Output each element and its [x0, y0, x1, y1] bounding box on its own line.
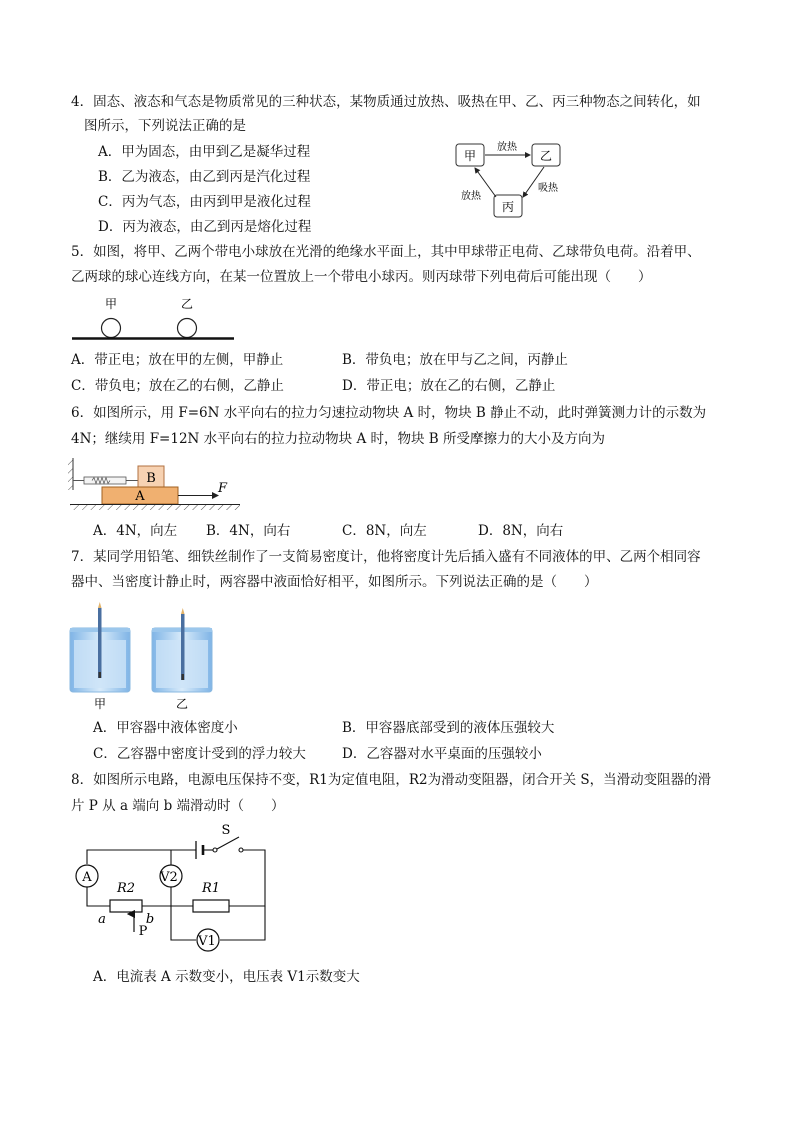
ball-yi	[178, 319, 197, 338]
container-jia-label: 甲	[93, 697, 107, 711]
q8-stem-line2: 片 P 从 a 端向 b 端滑动时（ ）	[71, 798, 285, 814]
q4-stem-line1: 4．固态、液态和气态是物质常见的三种状态，某物质通过放热、吸热在甲、乙、丙三种物态之间转化，如	[71, 94, 701, 110]
q7-option-c: C．乙容器中密度计受到的浮力较大	[93, 746, 306, 762]
container-yi	[152, 608, 212, 692]
q4-stem-line2: 图所示，下列说法正确的是	[84, 118, 246, 134]
voltmeter-v2-label: V2	[160, 870, 178, 885]
q8-option-a: A．电流表 A 示数变小，电压表 V1示数变大	[93, 969, 360, 985]
slider-p-label: P	[138, 924, 148, 939]
q5-balls-diagram	[72, 295, 237, 345]
r1-label: R1	[201, 881, 221, 896]
q6-stem-line1: 6．如图所示，用 F=6N 水平向右的拉力匀速拉动物块 A 时，物块 B 静止不动，此时弹簧测力计的示数为	[71, 405, 707, 421]
resistor-r2	[110, 900, 142, 912]
q6-stem-line2: 4N；继续用 F=12N 水平向右的拉力拉动物块 A 时，物块 B 所受摩擦力的大小及方向为	[71, 431, 605, 447]
q4-option-d: D．丙为液态，由乙到丙是熔化过程	[98, 219, 312, 235]
q7-stem-line1: 7．某同学用铅笔、细铁丝制作了一支简易密度计，他将密度计先后插入盛有不同液体的甲、乙两个相同容	[71, 549, 701, 565]
ball-jia	[102, 319, 121, 338]
label-top: 放热	[497, 142, 517, 153]
pencil-jia	[98, 608, 102, 678]
label-left: 放热	[461, 191, 481, 202]
q7-option-b: B．甲容器底部受到的液体压强较大	[342, 720, 555, 736]
box-jia-label: 甲	[463, 149, 477, 163]
r2-label: R2	[116, 881, 136, 896]
q5-option-c: C．带负电；放在乙的右侧，乙静止	[71, 378, 284, 394]
q5-option-b: B．带负电；放在甲与乙之间，丙静止	[342, 352, 568, 368]
q4-option-a: A．甲为固态，由甲到乙是凝华过程	[98, 144, 311, 160]
q5-stem-line2: 乙两球的球心连线方向，在某一位置放上一个带电小球丙。则丙球带下列电荷后可能出现（ ）	[71, 269, 652, 285]
ammeter-label: A	[82, 870, 92, 885]
wall	[68, 458, 73, 490]
q8-stem-line1: 8．如图所示电路，电源电压保持不变，R1为定值电阻，R2为滑动变阻器，闭合开关 S，当滑动变阻器的滑	[71, 772, 712, 788]
q7-option-d: D．乙容器对水平桌面的压强较小	[342, 746, 542, 762]
q7-containers-diagram	[68, 600, 218, 712]
end-b-label: b	[145, 912, 155, 927]
q5-option-d: D．带正电；放在乙的右侧，乙静止	[342, 378, 556, 394]
box-bing-label: 丙	[501, 200, 515, 214]
box-yi-label: 乙	[539, 149, 553, 163]
container-jia	[70, 602, 130, 692]
q7-option-a: A．甲容器中液体密度小	[93, 720, 238, 736]
q4-option-b: B．乙为液态，由乙到丙是汽化过程	[98, 169, 311, 185]
q5-stem-line1: 5．如图，将甲、乙两个带电小球放在光滑的绝缘水平面上，其中甲球带正电荷、乙球带负电荷。沿着甲、	[71, 244, 701, 260]
pencil-yi	[181, 614, 185, 680]
q8-circuit-diagram	[70, 824, 270, 956]
ball-yi-label: 乙	[180, 297, 194, 311]
q4-state-diagram	[450, 135, 580, 225]
container-yi-label: 乙	[175, 697, 189, 711]
q6-option-c: C．8N，向左	[342, 523, 427, 539]
q6-option-a: A．4N，向左	[93, 523, 178, 539]
block-a-label: A	[135, 489, 145, 504]
block-b-label: B	[146, 471, 156, 486]
q4-option-c: C．丙为气态，由丙到甲是液化过程	[98, 194, 311, 210]
voltmeter-v1-label: V1	[198, 934, 216, 949]
switch-label: S	[221, 823, 231, 838]
end-a-label: a	[98, 912, 106, 927]
resistor-r1	[193, 900, 229, 912]
label-right: 吸热	[538, 183, 558, 194]
q6-option-d: D．8N，向右	[478, 523, 564, 539]
q6-block-diagram	[68, 456, 243, 518]
q7-stem-line2: 器中、当密度计静止时，两容器中液面恰好相平，如图所示。下列说法正确的是（ ）	[71, 574, 598, 590]
force-label: F	[218, 481, 228, 496]
q6-option-b: B．4N，向右	[206, 523, 291, 539]
ball-jia-label: 甲	[104, 297, 118, 311]
q5-option-a: A．带正电；放在甲的左侧，甲静止	[71, 352, 284, 368]
